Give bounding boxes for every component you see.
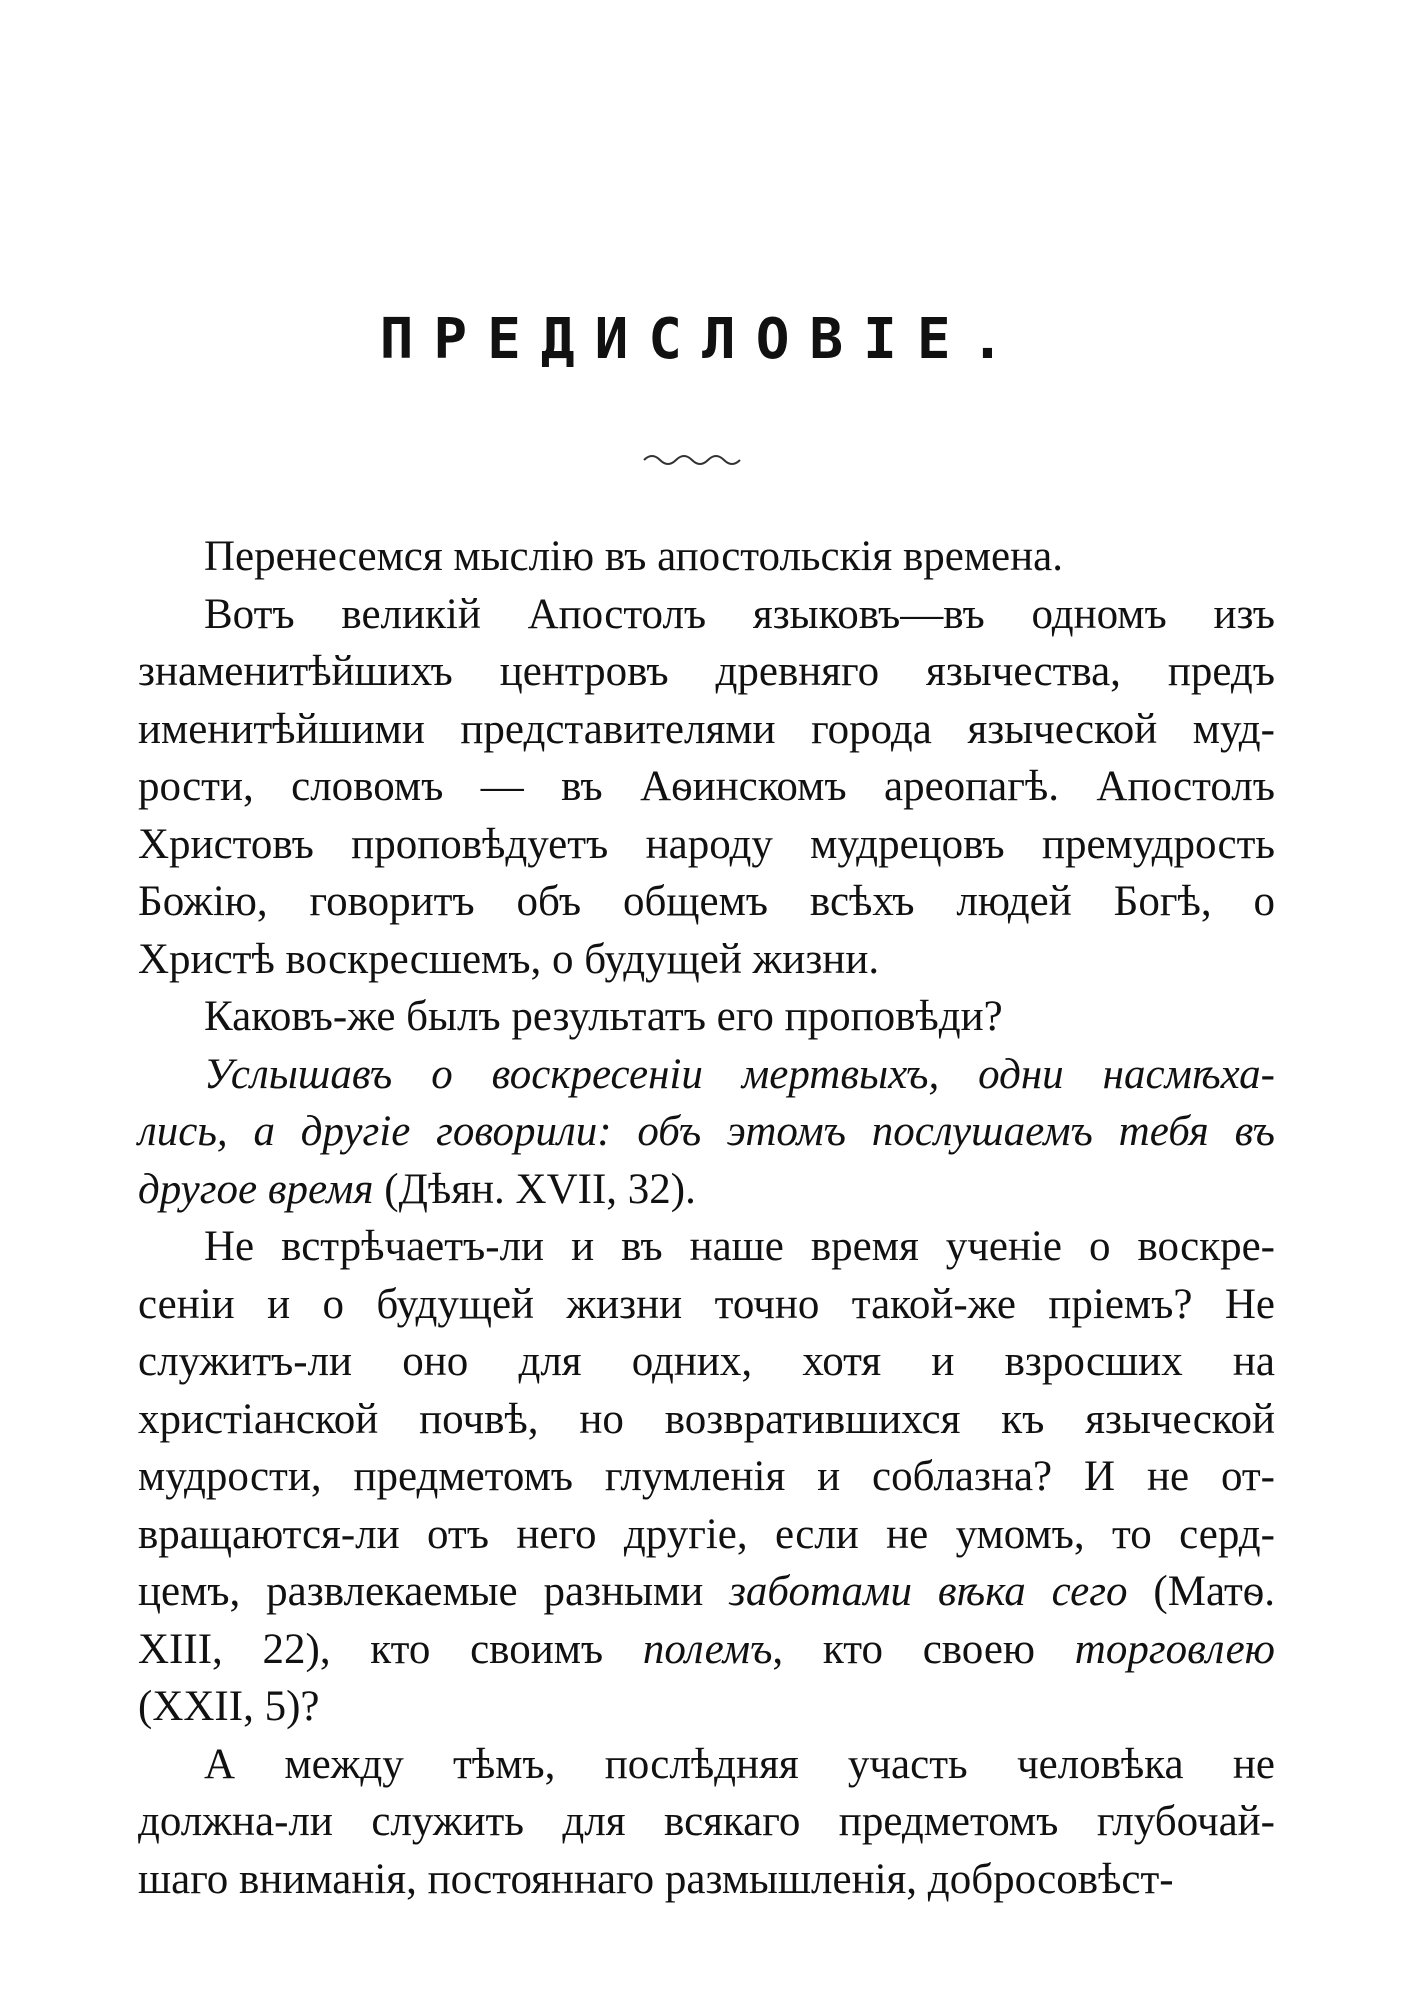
italic-segment: заботами вѣка сего (729, 1568, 1128, 1615)
text-line (138, 1276, 1275, 1334)
text-segment: (Матѳ. (1127, 1568, 1275, 1615)
italic-segment: Услышавъ о воскресеніи мертвыхъ, одни насмѣха- (204, 1050, 1275, 1098)
text-segment: цемъ, развлекаемые разными (138, 1568, 730, 1615)
paragraph (138, 1046, 1275, 1219)
text-line (138, 1506, 1275, 1564)
text-line (138, 1621, 1275, 1679)
text-segment: служитъ-ли оно для одних, хотя и взросших на (138, 1338, 1275, 1385)
preface-text (138, 528, 1275, 1908)
text-segment: Вотъ великій Апостолъ языковъ—въ одномъ изъ (204, 590, 1275, 638)
text-segment: Не встрѣчаетъ-ли и въ наше время ученіе о воскре- (204, 1223, 1275, 1270)
text-segment: Божію, говоритъ объ общемъ всѣхъ людей Богѣ, о (138, 878, 1275, 925)
text-line (138, 1448, 1275, 1506)
paragraph (138, 988, 1275, 1046)
text-segment: Каковъ-же былъ результатъ его проповѣди? (204, 993, 1003, 1040)
page-title: ПРЕДИСЛОВІЕ. (379, 307, 1025, 372)
text-line (138, 1161, 1275, 1219)
text-line (138, 1333, 1275, 1391)
tilde-wave-ornament-icon (640, 448, 750, 468)
text-segment: мудрости, предметомъ глумленія и соблазна? И не от- (138, 1453, 1275, 1500)
text-segment: (Дѣян. XVII, 32). (373, 1165, 696, 1213)
text-segment: (XXII, 5)? (138, 1683, 320, 1730)
text-segment: христіанской почвѣ, но возвратившихся къ языческой (138, 1395, 1275, 1443)
text-segment: именитѣйшими представителями города языческой муд- (138, 705, 1275, 753)
text-segment: XIII, 22), кто своимъ (138, 1625, 643, 1673)
text-line (138, 1678, 1275, 1736)
paragraph (138, 528, 1275, 586)
text-line (138, 988, 1275, 1046)
text-line (138, 931, 1275, 989)
text-segment: знаменитѣйшихъ центровъ древняго язычества, предъ (138, 648, 1275, 695)
italic-segment: торговлею (1074, 1625, 1275, 1673)
text-line (138, 873, 1275, 931)
text-line (138, 701, 1275, 759)
text-segment: должна-ли служить для всякаго предметомъ глубочай- (138, 1798, 1275, 1845)
text-segment: сеніи и о будущей жизни точно такой-же пріемъ? Не (138, 1280, 1275, 1328)
text-line (138, 1736, 1275, 1794)
text-segment: А между тѣмъ, послѣдняя участь человѣка не (204, 1740, 1275, 1788)
text-line (138, 1391, 1275, 1449)
text-line (138, 1851, 1275, 1909)
paragraph (138, 1736, 1275, 1909)
text-line (138, 643, 1275, 701)
text-line (138, 1793, 1275, 1851)
text-segment: Перенесемся мыслію въ апостольскія времена. (204, 533, 1063, 580)
text-segment: Христовъ проповѣдуетъ народу мудрецовъ премудрость (138, 820, 1275, 868)
text-segment: вращаются-ли отъ него другіе, если не умомъ, то серд- (138, 1510, 1275, 1558)
text-line (138, 816, 1275, 874)
paragraph (138, 1218, 1275, 1736)
text-line (138, 1103, 1275, 1161)
text-segment: Христѣ воскресшемъ, о будущей жизни. (138, 935, 880, 983)
italic-segment: лись, а другіе говорили: объ этомъ послушаемъ тебя въ (138, 1108, 1275, 1155)
text-line (138, 586, 1275, 644)
text-line (138, 758, 1275, 816)
text-segment: , кто своею (772, 1625, 1075, 1673)
text-line (138, 528, 1275, 586)
paragraph (138, 586, 1275, 989)
text-line (138, 1218, 1275, 1276)
text-segment: рости, словомъ — въ Аѳинскомъ ареопагѣ. Апостолъ (138, 763, 1275, 810)
italic-segment: полемъ (642, 1625, 773, 1673)
italic-segment: другое время (138, 1165, 374, 1213)
text-line (138, 1046, 1275, 1104)
text-segment: шаго вниманія, постояннаго размышленія, добросовѣст- (138, 1855, 1174, 1903)
text-line (138, 1563, 1275, 1621)
